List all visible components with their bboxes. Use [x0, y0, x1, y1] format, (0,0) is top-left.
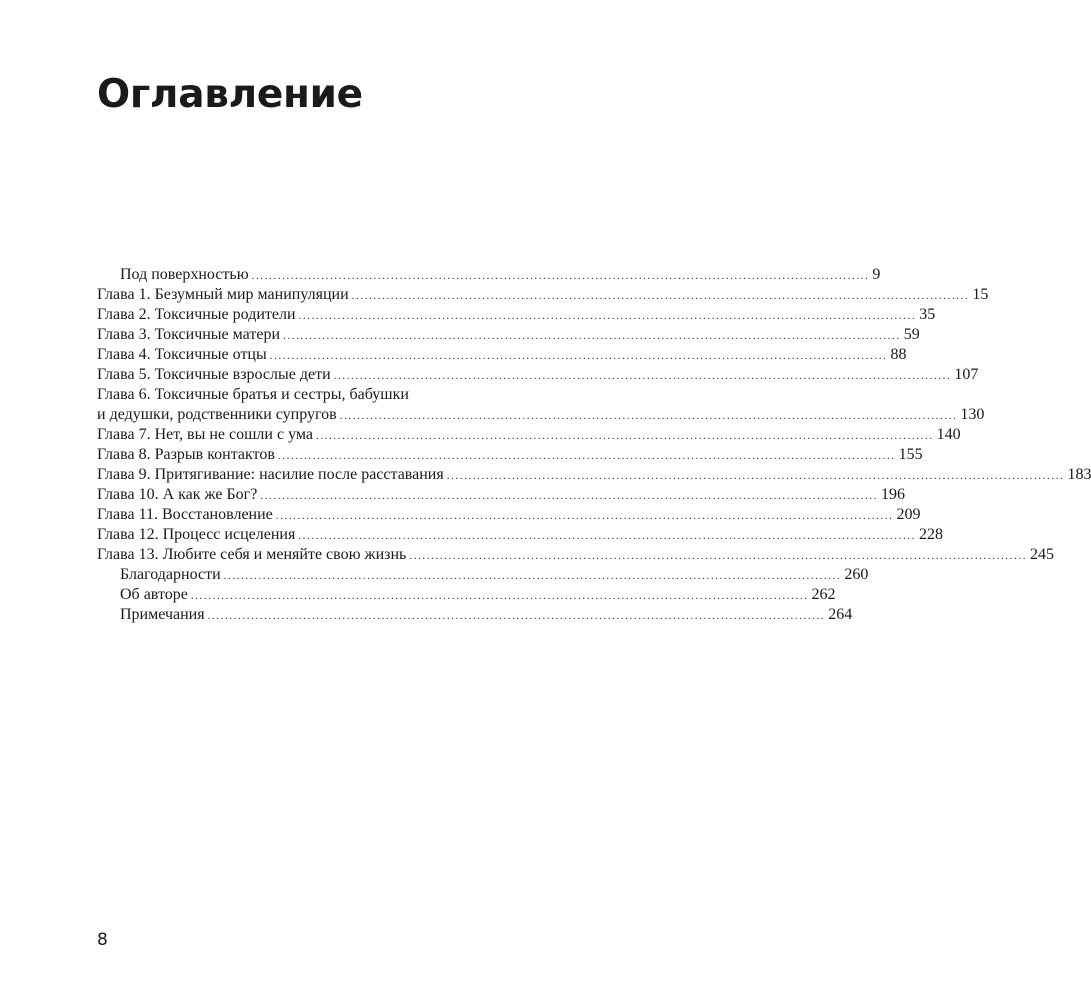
toc-entry-about-author[interactable]: [97, 585, 836, 605]
toc-entry-page: 140: [936, 426, 961, 443]
toc-entry-chapter-4[interactable]: [97, 345, 907, 365]
toc-entry-title: Глава 3. Токсичные матери: [97, 326, 281, 343]
toc-entry-title: Глава 11. Восстановление: [97, 506, 273, 523]
toc-entry-page: 262: [811, 586, 836, 603]
toc-entry-title: Глава 7. Нет, вы не сошли с ума: [97, 426, 313, 443]
toc-entry-page: 183: [1067, 466, 1091, 483]
toc-entry-page: 245: [1030, 546, 1055, 563]
toc-entry-title-line1: Глава 6. Токсичные братья и сестры, бабушки: [97, 386, 409, 403]
toc-entry-title: Глава 5. Токсичные взрослые дети: [97, 366, 331, 383]
toc-entry-title: Примечания: [120, 606, 205, 623]
dot-leader: ..............................................................................................................................................: [251, 270, 870, 282]
toc-entry-chapter-13[interactable]: [97, 545, 1055, 565]
dot-leader: ..............................................................................................................................................: [283, 330, 901, 342]
dot-leader: ..............................................................................................................................................: [333, 370, 952, 382]
toc-entry-page: 196: [881, 486, 906, 503]
toc-entry-chapter-3[interactable]: [97, 325, 920, 345]
table-of-contents: [97, 265, 1091, 625]
toc-entry-title-line2: и дедушки, родственники супругов: [97, 406, 337, 423]
toc-entry-title: Глава 9. Притягивание: насилие после расставания: [97, 466, 444, 483]
toc-entry-chapter-12[interactable]: [97, 525, 943, 545]
dot-leader: ..............................................................................................................................................: [223, 570, 842, 582]
page-title: Оглавление: [97, 72, 363, 117]
toc-entry-page: 35: [919, 306, 936, 323]
toc-entry-page: 59: [903, 326, 920, 343]
toc-entry-title: Глава 4. Токсичные отцы: [97, 346, 267, 363]
toc-entry-title: Об авторе: [120, 586, 188, 603]
toc-entry-notes[interactable]: [97, 605, 853, 625]
toc-entry-acknowledgements[interactable]: [97, 565, 869, 585]
toc-entry-title: Глава 2. Токсичные родители: [97, 306, 296, 323]
toc-entry-page: 264: [828, 606, 853, 623]
dot-leader: ..............................................................................................................................................: [339, 410, 958, 422]
page-number: 8: [97, 930, 108, 950]
dot-leader: ..............................................................................................................................................: [351, 290, 970, 302]
toc-entry-title: Глава 12. Процесс исцеления: [97, 526, 296, 543]
toc-entry-chapter-5[interactable]: [97, 365, 979, 385]
toc-entry-under-the-surface[interactable]: [97, 265, 881, 285]
dot-leader: ..............................................................................................................................................: [260, 490, 879, 502]
toc-entry-page: 130: [960, 406, 985, 423]
toc-entry-page: 15: [972, 286, 989, 303]
toc-entry-chapter-8[interactable]: [97, 445, 923, 465]
toc-entry-page: 260: [844, 566, 869, 583]
toc-entry-page: 228: [919, 526, 943, 543]
toc-entry-chapter-2[interactable]: [97, 305, 936, 325]
dot-leader: ..............................................................................................................................................: [298, 530, 916, 542]
toc-entry-page: 107: [954, 366, 979, 383]
toc-entry-chapter-10[interactable]: [97, 485, 906, 505]
toc-entry-chapter-1[interactable]: [97, 285, 989, 305]
toc-entry-title: Благодарности: [120, 566, 221, 583]
dot-leader: ..............................................................................................................................................: [277, 450, 896, 462]
toc-entry-title: Глава 13. Любите себя и меняйте свою жизнь: [97, 546, 407, 563]
dot-leader: ..............................................................................................................................................: [315, 430, 934, 442]
toc-entry-page: 9: [872, 266, 881, 283]
toc-entry-chapter-7[interactable]: [97, 425, 961, 445]
toc-entry-title: Глава 8. Разрыв контактов: [97, 446, 275, 463]
dot-leader: ..............................................................................................................................................: [269, 350, 888, 362]
dot-leader: ..............................................................................................................................................: [190, 590, 809, 602]
toc-entry-chapter-9[interactable]: [97, 465, 1091, 485]
dot-leader: ..............................................................................................................................................: [275, 510, 894, 522]
toc-entry-chapter-11[interactable]: [97, 505, 921, 525]
dot-leader: ..............................................................................................................................................: [409, 550, 1028, 562]
dot-leader: ..............................................................................................................................................: [298, 310, 917, 322]
toc-entry-page: 209: [896, 506, 921, 523]
toc-entry-title: Под поверхностью: [120, 266, 249, 283]
toc-entry-title: Глава 10. А как же Бог?: [97, 486, 258, 503]
toc-entry-page: 155: [898, 446, 923, 463]
toc-entry-page: 88: [890, 346, 907, 363]
dot-leader: ..............................................................................................................................................: [446, 470, 1065, 482]
toc-entry-chapter-6[interactable]: [97, 385, 985, 425]
dot-leader: ..............................................................................................................................................: [207, 610, 826, 622]
toc-entry-title: Глава 1. Безумный мир манипуляции: [97, 286, 349, 303]
